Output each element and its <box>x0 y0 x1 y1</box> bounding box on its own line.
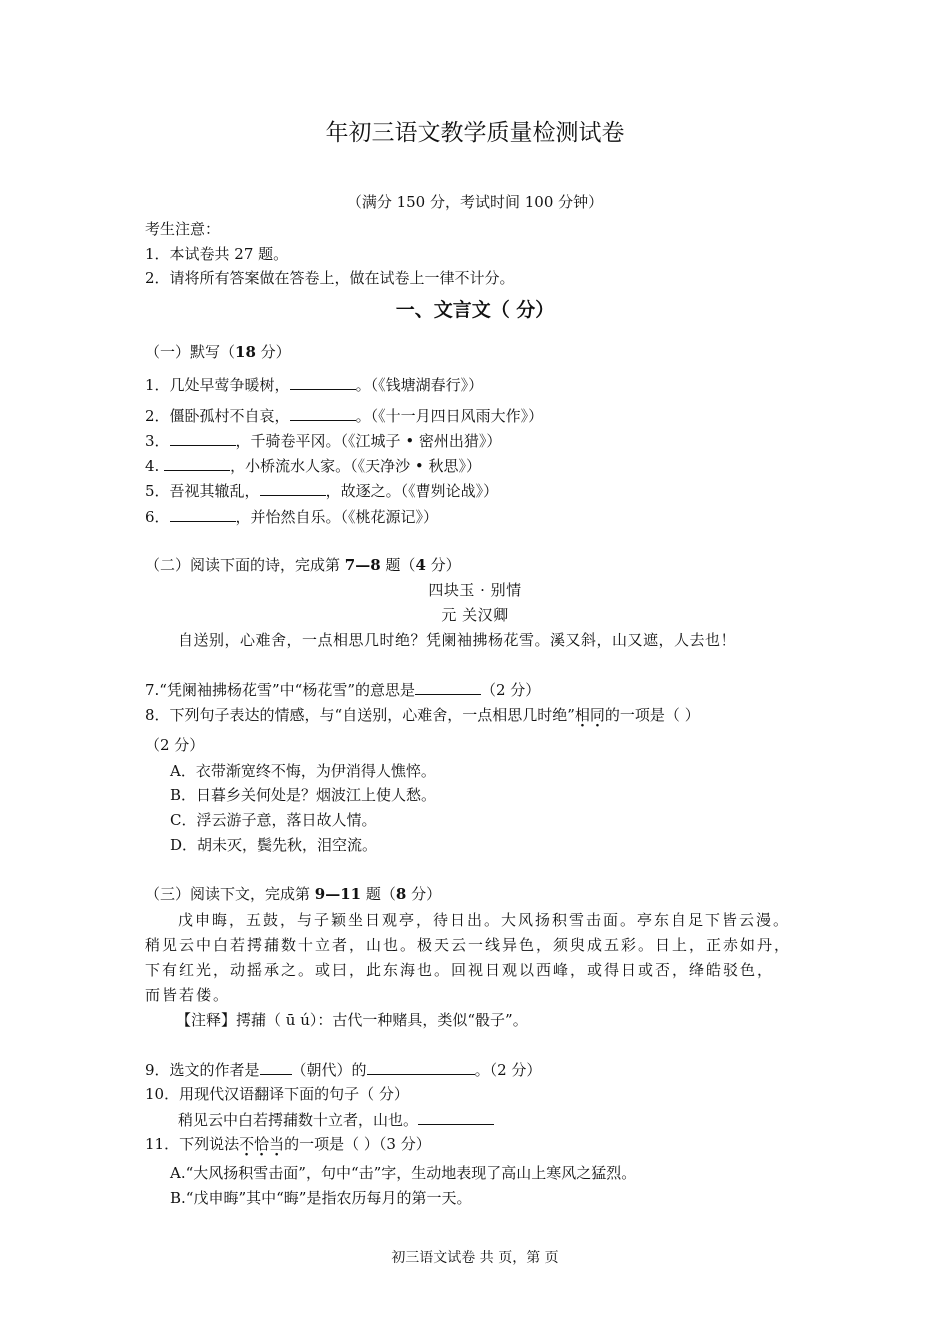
notice-item: 2．请将所有答案做在答卷上，做在试卷上一律不计分。 <box>145 269 515 287</box>
emphasis-char: 同 <box>589 706 605 724</box>
question-10-sentence: 稍见云中白若摴蒱数十立者，山也。 <box>178 1109 494 1130</box>
question-6: 6． ，并怡然自乐。（《桃花源记》） <box>145 508 439 526</box>
question-8-score: （2 分） <box>145 736 205 754</box>
page-title: 年初三语文教学质量检测试卷 <box>325 120 625 146</box>
option-b[interactable]: B．日暮乡关何处是？烟波江上使人愁。 <box>170 786 437 804</box>
question-8: 8．下列句子表达的情感，与“自送别，心难舍，一点相思几时绝”相同的一项是（ ） <box>145 706 700 724</box>
answer-blank[interactable] <box>260 1059 292 1075</box>
answer-blank[interactable] <box>170 430 236 446</box>
question-9: 9．选文的作者是 （朝代）的 。（2 分） <box>145 1061 542 1079</box>
question-7: 7.“凭阑袖拂杨花雪”中“杨花雪”的意思是 （2 分） <box>145 681 541 699</box>
option-b[interactable]: B.“戊申晦”其中“晦”是指农历每月的第一天。 <box>170 1189 472 1207</box>
page-footer: 初三语文试卷 共 页，第 页 <box>391 1250 559 1266</box>
question-1: 1．几处早莺争暖树， 。（《钱塘湖春行》） <box>145 376 484 394</box>
notice-label: 考生注意： <box>145 220 221 238</box>
answer-blank[interactable] <box>170 506 236 522</box>
emphasis-char: 相 <box>574 706 590 724</box>
question-4: 4. ，小桥流水人家。（《天净沙 • 秋思》） <box>145 457 481 475</box>
option-a[interactable]: A.“大风扬积雪击面”，句中“击”字，生动地表现了高山上寒风之猛烈。 <box>170 1164 637 1182</box>
answer-blank[interactable] <box>367 1059 475 1075</box>
passage-line: 而皆若偻。 <box>145 986 231 1004</box>
emphasis-char: 当 <box>269 1135 285 1153</box>
option-d[interactable]: D．胡未灭，鬓先秋，泪空流。 <box>170 836 378 854</box>
question-2: 2．僵卧孤村不自哀， 。（《十一月四日风雨大作》） <box>145 407 544 425</box>
answer-blank[interactable] <box>418 1109 494 1125</box>
question-3: 3． ，千骑卷平冈。（《江城子 • 密州出猎》） <box>145 432 502 450</box>
question-5: 5．吾视其辙乱， ，故逐之。（《曹刿论战》） <box>145 482 499 500</box>
poem-author: 元 关汉卿 <box>441 606 509 624</box>
answer-blank[interactable] <box>415 679 481 695</box>
part-heading: （三）阅读下文，完成第 9—11 题（8 分） <box>145 885 442 903</box>
emphasis-char: 不 <box>239 1135 255 1153</box>
answer-blank[interactable] <box>290 405 356 421</box>
emphasis-char: 恰 <box>254 1135 270 1153</box>
exam-subtitle: （满分 150 分，考试时间 100 分钟） <box>346 193 604 211</box>
option-c[interactable]: C．浮云游子意，落日故人情。 <box>170 811 377 829</box>
passage-line: 戊申晦，五鼓，与子颖坐日观亭，待日出。大风扬积雪击面。亭东自足下皆云漫。 <box>178 911 791 929</box>
question-10: 10．用现代汉语翻译下面的句子（ 分） <box>145 1085 409 1103</box>
passage-line: 稍见云中白若摴蒱数十立者，山也。极天云一线异色，须臾成五彩。日上，正赤如丹， <box>145 936 792 954</box>
answer-blank[interactable] <box>260 480 326 496</box>
option-a[interactable]: A．衣带渐宽终不悔，为伊消得人憔悴。 <box>170 762 436 780</box>
annotation: 【注释】摴蒱（ ū ú）：古代一种赌具，类似“骰子”。 <box>176 1011 528 1029</box>
question-11: 11．下列说法不恰当的一项是（ ）（3 分） <box>145 1135 431 1153</box>
answer-blank[interactable] <box>290 374 356 390</box>
answer-blank[interactable] <box>164 455 230 471</box>
section-heading: 一、文言文（ 分） <box>395 299 555 321</box>
part-heading: （二）阅读下面的诗，完成第 7—8 题（4 分） <box>145 556 461 574</box>
poem-text: 自送别，心难舍，一点相思几时绝？凭阑袖拂杨花雪。溪又斜，山又遮，人去也！ <box>178 631 737 649</box>
part-heading: （一）默写（18 分） <box>145 343 291 361</box>
passage-line: 下有红光，动摇承之。或曰，此东海也。回视日观以西峰，或得日或否，绛皓驳色， <box>145 961 775 979</box>
poem-title: 四块玉 · 别情 <box>428 581 522 599</box>
notice-item: 1．本试卷共 27 题。 <box>145 245 289 263</box>
